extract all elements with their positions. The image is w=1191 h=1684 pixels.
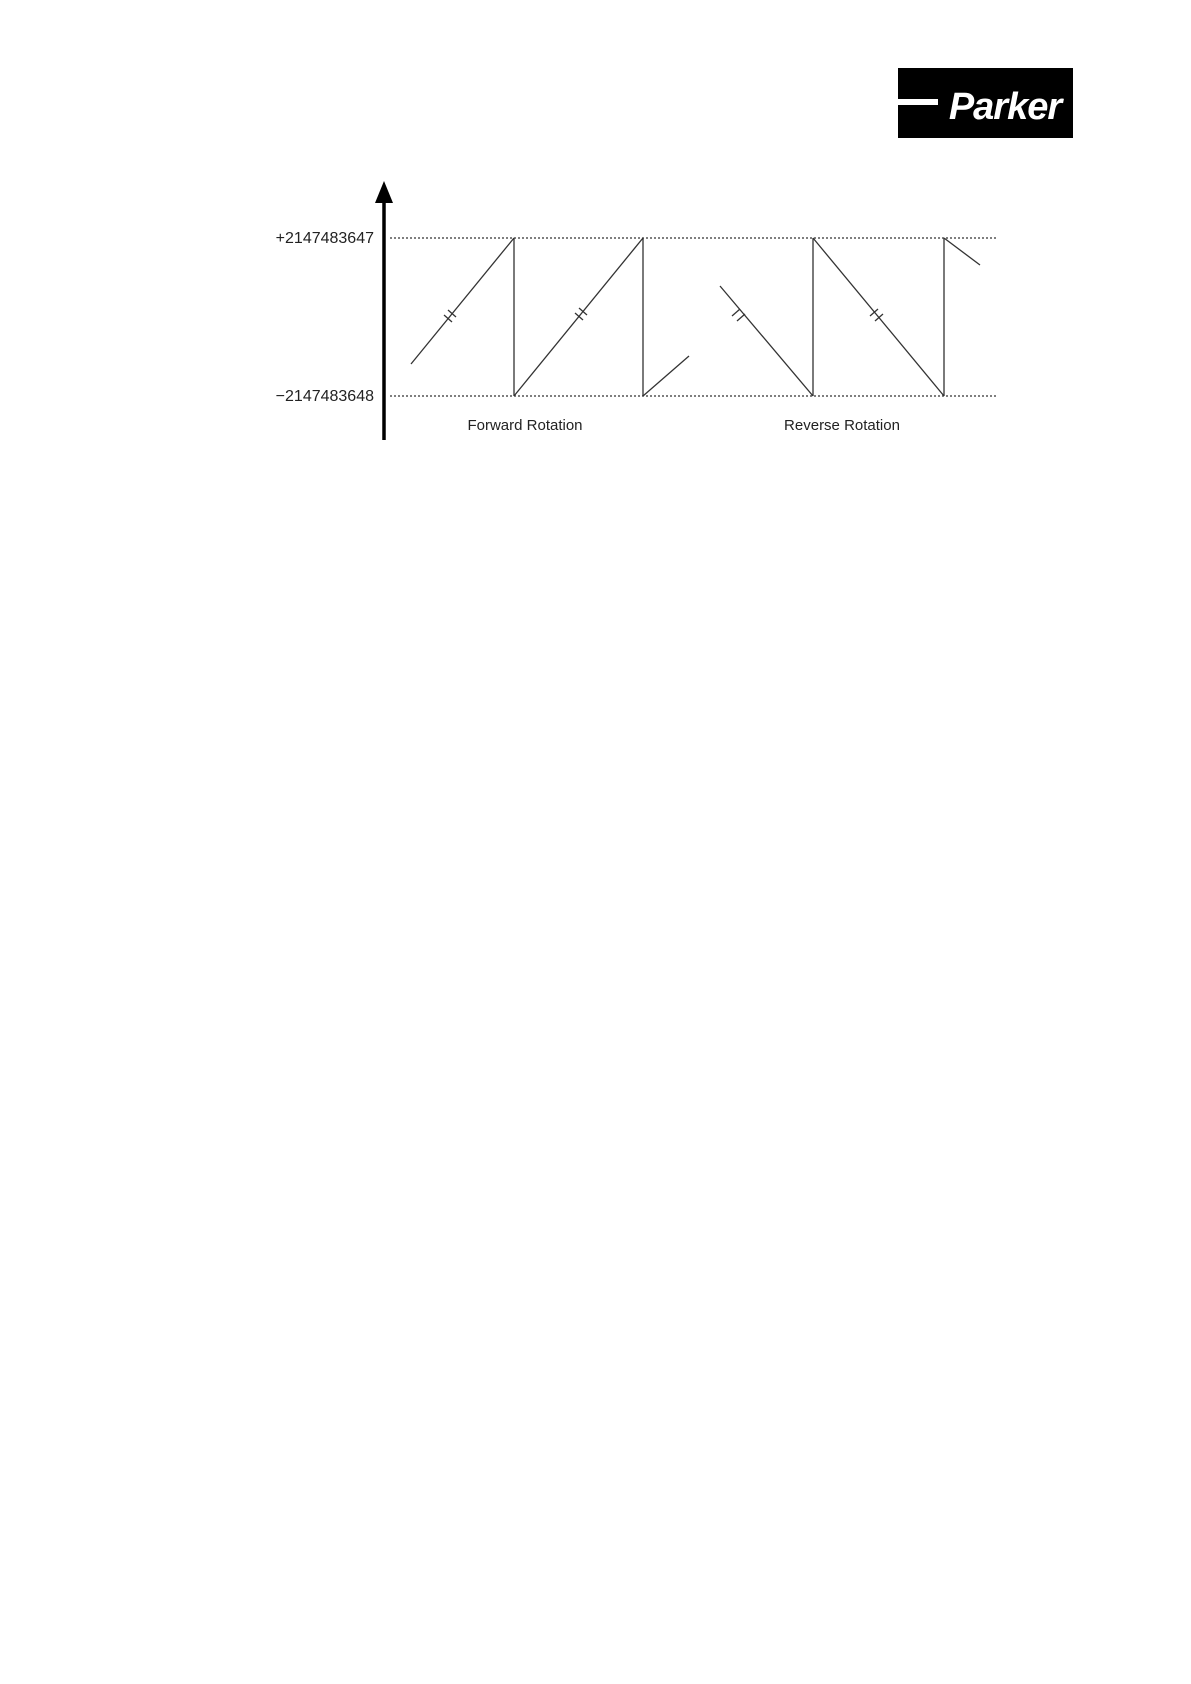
forward-ramp-3	[643, 356, 689, 396]
reverse-rotation-waveform	[720, 238, 980, 396]
axis-arrow-icon	[375, 181, 393, 203]
reverse-ramp-3	[944, 238, 980, 265]
reverse-ramp-1	[720, 286, 813, 396]
upper-limit-label: +2147483647	[275, 230, 374, 247]
forward-break-marks	[444, 308, 587, 322]
lower-limit-label: −2147483648	[275, 388, 374, 405]
reverse-rotation-caption: Reverse Rotation	[784, 417, 900, 434]
parker-logo-text: Parker	[948, 86, 1062, 128]
break-mark-icon	[737, 314, 745, 321]
forward-rotation-waveform	[411, 238, 689, 396]
reverse-break-marks	[732, 309, 883, 321]
forward-rotation-caption: Forward Rotation	[467, 417, 583, 434]
break-mark-icon	[732, 309, 740, 316]
reverse-ramp-2	[813, 238, 944, 396]
forward-ramp-2	[514, 238, 643, 396]
forward-ramp-1	[411, 238, 514, 364]
counter-rollover-diagram	[0, 0, 1191, 460]
